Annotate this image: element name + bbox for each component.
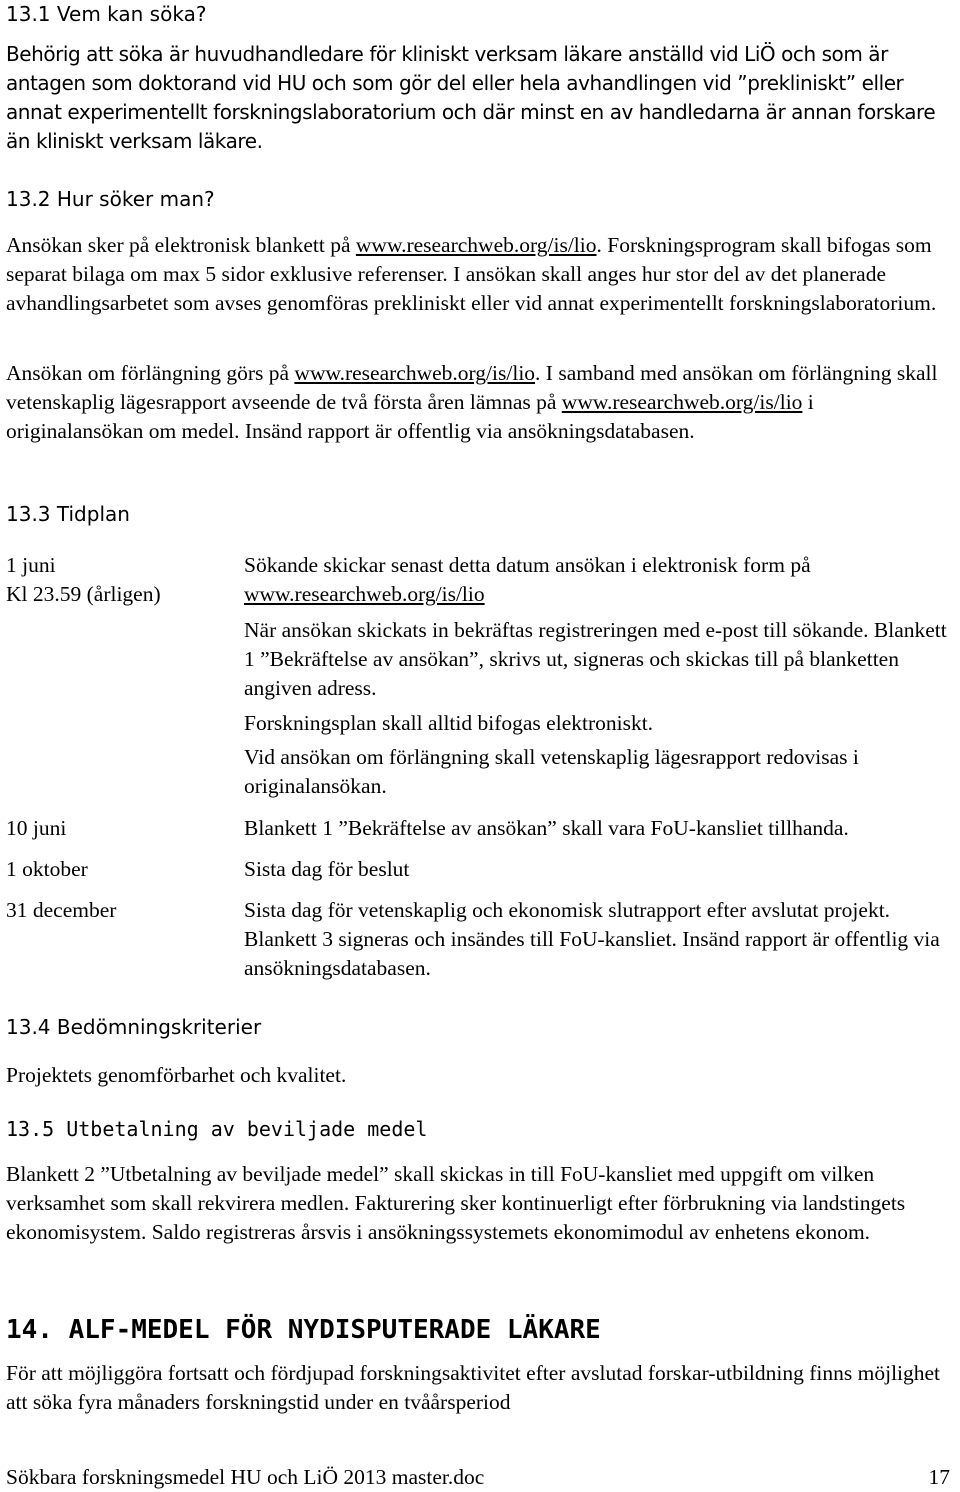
timeline-text: Vid ansökan om förlängning skall vetenskaplig lägesrapport redovisas i originalansökan. bbox=[244, 745, 859, 798]
footer-document-name: Sökbara forskningsmedel HU och LiÖ 2013 master.doc bbox=[6, 1465, 485, 1489]
extension-text-start: Ansökan om förlängning görs på bbox=[6, 361, 295, 385]
section-heading-13-2: 13.2 Hur söker man? bbox=[6, 187, 215, 211]
application-text-start: Ansökan sker på elektronisk blankett på bbox=[6, 233, 356, 257]
section-heading-13-4: 13.4 Bedömningskriterier bbox=[6, 1015, 262, 1039]
section-heading-13-3: 13.3 Tidplan bbox=[6, 502, 130, 526]
timeline-date-line: Kl 23.59 (årligen) bbox=[6, 582, 161, 606]
timeline-date-1-juni bbox=[6, 551, 231, 609]
paragraph-alf: För att möjliggöra fortsatt och fördjupad forskningsaktivitet efter avslutad forskar-utbildning finns möjlighet att söka fyra månaders forskningstid under en tvåårsperiod bbox=[6, 1361, 941, 1414]
application-text-end: . Forskningsprogram skall bifogas som separat bilaga om max 5 sidor exklusive referenser. I ansökan skall anges hur stor del av det planerade avhandlingsarbetet som avses genomföras prekliniskt eller vid annat experimentellt forskningslaboratorium. bbox=[6, 233, 937, 315]
paragraph-eligibility: Behörig att söka är huvudhandledare för kliniskt verksam läkare anställd vid LiÖ och som är antagen som doktorand vid HU och som gör del eller hela avhandlingen vid ”prekliniskt” eller annat experimentellt forskningslaboratorium och där minst en av handledarna är annan forskare än kliniskt verksam läkare. bbox=[6, 42, 936, 153]
researchweb-link[interactable]: www.researchweb.org/is/lio bbox=[561, 390, 803, 414]
timeline-text: Sista dag för vetenskaplig och ekonomisk slutrapport efter avslutat projekt. Blankett 3 signeras och insändes till FoU-kansliet. Insänd rapport är offentlig via ansökningsdatabasen. bbox=[244, 898, 940, 980]
paragraph-application bbox=[6, 231, 954, 318]
timeline-text-start: Sökande skickar senast detta datum ansökan i elektronisk form på bbox=[244, 553, 811, 577]
timeline-date-1-oktober: 1 oktober bbox=[6, 857, 88, 881]
extension-text-mid: . I samband med ansökan om förlängning skall vetenskaplig lägesrapport avseende de två första åren lämnas på bbox=[6, 361, 938, 414]
timeline-date-31-december: 31 december bbox=[6, 898, 117, 922]
chapter-heading-14: 14. ALF-MEDEL FÖR NYDISPUTERADE LÄKARE bbox=[6, 1315, 601, 1345]
extension-text-end: i originalansökan om medel. Insänd rapport är offentlig via ansökningsdatabasen. bbox=[6, 390, 814, 443]
timeline-text bbox=[244, 551, 960, 609]
section-heading-13-5: 13.5 Utbetalning av beviljade medel bbox=[6, 1117, 428, 1141]
timeline-text: Sista dag för beslut bbox=[244, 857, 410, 881]
timeline-text: Blankett 1 ”Bekräftelse av ansökan” skall vara FoU-kansliet tillhanda. bbox=[244, 816, 849, 840]
section-heading-13-1: 13.1 Vem kan söka? bbox=[6, 2, 207, 26]
timeline-date-10-juni: 10 juni bbox=[6, 816, 67, 840]
paragraph-payment: Blankett 2 ”Utbetalning av beviljade medel” skall skickas in till FoU-kansliet med uppgift om vilken verksamhet som skall rekvirera medlen. Fakturering sker kontinuerligt efter förbrukning via landstingets ekonomisystem. Saldo registreras årsvis i ansökningssystemets ekonomimodul av enhetens ekonom. bbox=[6, 1162, 906, 1244]
researchweb-link[interactable]: www.researchweb.org/is/lio bbox=[355, 233, 597, 257]
timeline-date-line: 1 juni bbox=[6, 553, 56, 577]
paragraph-extension bbox=[6, 359, 954, 446]
researchweb-link[interactable]: www.researchweb.org/is/lio bbox=[244, 582, 485, 606]
timeline-text: När ansökan skickats in bekräftas registreringen med e-post till sökande. Blankett 1 ”Bekräftelse av ansökan”, skrivs ut, signeras och skickas till på blanketten angiven adress. bbox=[244, 618, 947, 700]
footer-page-number: 17 bbox=[928, 1465, 950, 1489]
timeline-text: Forskningsplan skall alltid bifogas elektroniskt. bbox=[244, 711, 654, 735]
paragraph-criteria: Projektets genomförbarhet och kvalitet. bbox=[6, 1063, 347, 1087]
researchweb-link[interactable]: www.researchweb.org/is/lio bbox=[294, 361, 536, 385]
